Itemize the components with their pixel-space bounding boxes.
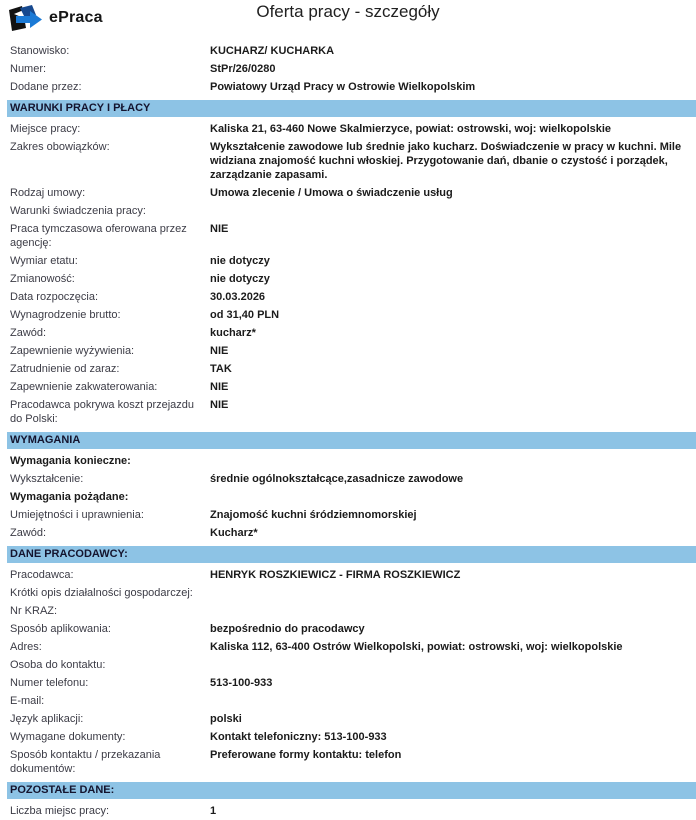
section-header-label: DANE PRACODAWCY: bbox=[10, 548, 128, 560]
field-label: Pracodawca pokrywa koszt przejazdu do Polski: bbox=[10, 399, 195, 425]
field-row bbox=[0, 138, 696, 184]
subsection-label: Wymagania pożądane: bbox=[10, 491, 129, 503]
field-value: Kucharz* bbox=[210, 527, 258, 539]
field-row bbox=[0, 602, 696, 620]
field-label: Data rozpoczęcia: bbox=[10, 291, 99, 303]
field-row bbox=[0, 692, 696, 710]
subsection-heading bbox=[0, 452, 696, 470]
field-row bbox=[0, 710, 696, 728]
field-row bbox=[0, 60, 696, 78]
section-header bbox=[7, 546, 696, 563]
field-value: 513-100-933 bbox=[210, 677, 273, 689]
field-row bbox=[0, 728, 696, 746]
field-value: KUCHARZ/ KUCHARKA bbox=[210, 45, 335, 57]
field-row bbox=[0, 470, 696, 488]
field-value bbox=[210, 204, 688, 218]
section-header bbox=[7, 782, 696, 799]
page-title: Oferta pracy - szczegóły bbox=[256, 2, 440, 21]
field-row bbox=[0, 252, 696, 270]
subsection-label: Wymagania konieczne: bbox=[10, 455, 131, 467]
field-row bbox=[0, 506, 696, 524]
field-label: Pracodawca: bbox=[10, 569, 74, 581]
field-label: Wykształcenie: bbox=[10, 473, 84, 485]
field-label: Wynagrodzenie brutto: bbox=[10, 309, 121, 321]
field-value: średnie ogólnokształcące,zasadnicze zawodowe bbox=[210, 473, 464, 485]
field-value: polski bbox=[210, 713, 242, 725]
field-label: Numer telefonu: bbox=[10, 677, 89, 689]
field-row bbox=[0, 288, 696, 306]
field-value: bezpośrednio do pracodawcy bbox=[210, 623, 365, 635]
field-value: Umowa zlecenie / Umowa o świadczenie usług bbox=[210, 187, 453, 199]
field-row bbox=[0, 584, 696, 602]
field-label: Miejsce pracy: bbox=[10, 123, 81, 135]
field-row bbox=[0, 78, 696, 96]
field-label: Zmianowość: bbox=[10, 273, 75, 285]
field-label: Adres: bbox=[10, 641, 42, 653]
field-value: 30.03.2026 bbox=[210, 291, 266, 303]
field-label: Warunki świadczenia pracy: bbox=[10, 205, 146, 217]
field-value bbox=[210, 694, 688, 708]
field-value: nie dotyczy bbox=[210, 273, 270, 285]
section-header bbox=[7, 432, 696, 449]
field-value: od 31,40 PLN bbox=[210, 309, 280, 321]
section-header-label: POZOSTAŁE DANE: bbox=[10, 784, 115, 796]
field-row bbox=[0, 674, 696, 692]
field-value: NIE bbox=[210, 223, 229, 235]
field-label: Zatrudnienie od zaraz: bbox=[10, 363, 120, 375]
field-value: NIE bbox=[210, 345, 229, 357]
field-label: Sposób kontaktu / przekazania dokumentów: bbox=[10, 749, 161, 775]
field-row bbox=[0, 638, 696, 656]
subsection-heading bbox=[0, 488, 696, 506]
field-row bbox=[0, 620, 696, 638]
field-value: NIE bbox=[210, 381, 229, 393]
field-value: 1 bbox=[210, 805, 217, 817]
offer-details bbox=[0, 38, 696, 820]
field-value: Wykształcenie zawodowe lub średnie jako kucharz. Doświadczenie w pracy w kuchni. Mile widziana znajomość kuchni włoskiej. Przygotowanie dań, dbanie o czystość i porządek, zarządzanie zapasami. bbox=[210, 141, 682, 181]
field-value bbox=[210, 604, 688, 618]
field-label: Umiejętności i uprawnienia: bbox=[10, 509, 144, 521]
field-row bbox=[0, 220, 696, 252]
field-label: Zawód: bbox=[10, 527, 47, 539]
field-value: TAK bbox=[210, 363, 232, 375]
field-label: Sposób aplikowania: bbox=[10, 623, 111, 635]
epraca-logo-text: ePraca bbox=[49, 9, 103, 26]
field-row bbox=[0, 342, 696, 360]
field-value: Preferowane formy kontaktu: telefon bbox=[210, 749, 402, 761]
field-row bbox=[0, 324, 696, 342]
field-value: NIE bbox=[210, 399, 229, 411]
field-row bbox=[0, 202, 696, 220]
field-value bbox=[210, 658, 688, 672]
field-label: Stanowisko: bbox=[10, 45, 70, 57]
field-row bbox=[0, 306, 696, 324]
field-label: Krótki opis działalności gospodarczej: bbox=[10, 587, 193, 599]
field-label: Numer: bbox=[10, 63, 47, 75]
field-label: Zapewnienie zakwaterowania: bbox=[10, 381, 158, 393]
field-row bbox=[0, 566, 696, 584]
field-row bbox=[0, 42, 696, 60]
field-value: Kontakt telefoniczny: 513-100-933 bbox=[210, 731, 387, 743]
field-label: Zakres obowiązków: bbox=[10, 141, 110, 153]
field-row bbox=[0, 656, 696, 674]
field-value bbox=[210, 586, 688, 600]
field-label: Wymagane dokumenty: bbox=[10, 731, 126, 743]
field-label: Praca tymczasowa oferowana przez agencję: bbox=[10, 223, 187, 249]
field-label: Wymiar etatu: bbox=[10, 255, 78, 267]
field-label: Dodane przez: bbox=[10, 81, 82, 93]
field-label: Zawód: bbox=[10, 327, 47, 339]
field-row bbox=[0, 396, 696, 428]
field-row bbox=[0, 270, 696, 288]
field-row bbox=[0, 184, 696, 202]
field-row bbox=[0, 802, 696, 820]
field-value: StPr/26/0280 bbox=[210, 63, 276, 75]
field-row bbox=[0, 524, 696, 542]
field-label: Osoba do kontaktu: bbox=[10, 659, 106, 671]
field-row bbox=[0, 120, 696, 138]
field-label: Liczba miejsc pracy: bbox=[10, 805, 110, 817]
field-label: Zapewnienie wyżywienia: bbox=[10, 345, 135, 357]
header bbox=[0, 0, 696, 38]
field-label: Nr KRAZ: bbox=[10, 605, 58, 617]
field-value: Znajomość kuchni śródziemnomorskiej bbox=[210, 509, 417, 521]
section-header bbox=[7, 100, 696, 117]
field-label: Rodzaj umowy: bbox=[10, 187, 86, 199]
field-value: nie dotyczy bbox=[210, 255, 270, 267]
section-header-label: WYMAGANIA bbox=[10, 434, 81, 446]
field-value: kucharz* bbox=[210, 327, 256, 339]
field-value: Powiatowy Urząd Pracy w Ostrowie Wielkopolskim bbox=[210, 81, 476, 93]
field-value: Kaliska 112, 63-400 Ostrów Wielkopolski, powiat: ostrowski, woj: wielkopolskie bbox=[210, 641, 623, 653]
field-value: Kaliska 21, 63-460 Nowe Skalmierzyce, powiat: ostrowski, woj: wielkopolskie bbox=[210, 123, 612, 135]
field-row bbox=[0, 746, 696, 778]
field-label: Język aplikacji: bbox=[10, 713, 84, 725]
field-row bbox=[0, 360, 696, 378]
field-value: HENRYK ROSZKIEWICZ - FIRMA ROSZKIEWICZ bbox=[210, 569, 461, 581]
field-row bbox=[0, 378, 696, 396]
field-label: E-mail: bbox=[10, 695, 45, 707]
section-header-label: WARUNKI PRACY I PŁACY bbox=[10, 102, 151, 114]
